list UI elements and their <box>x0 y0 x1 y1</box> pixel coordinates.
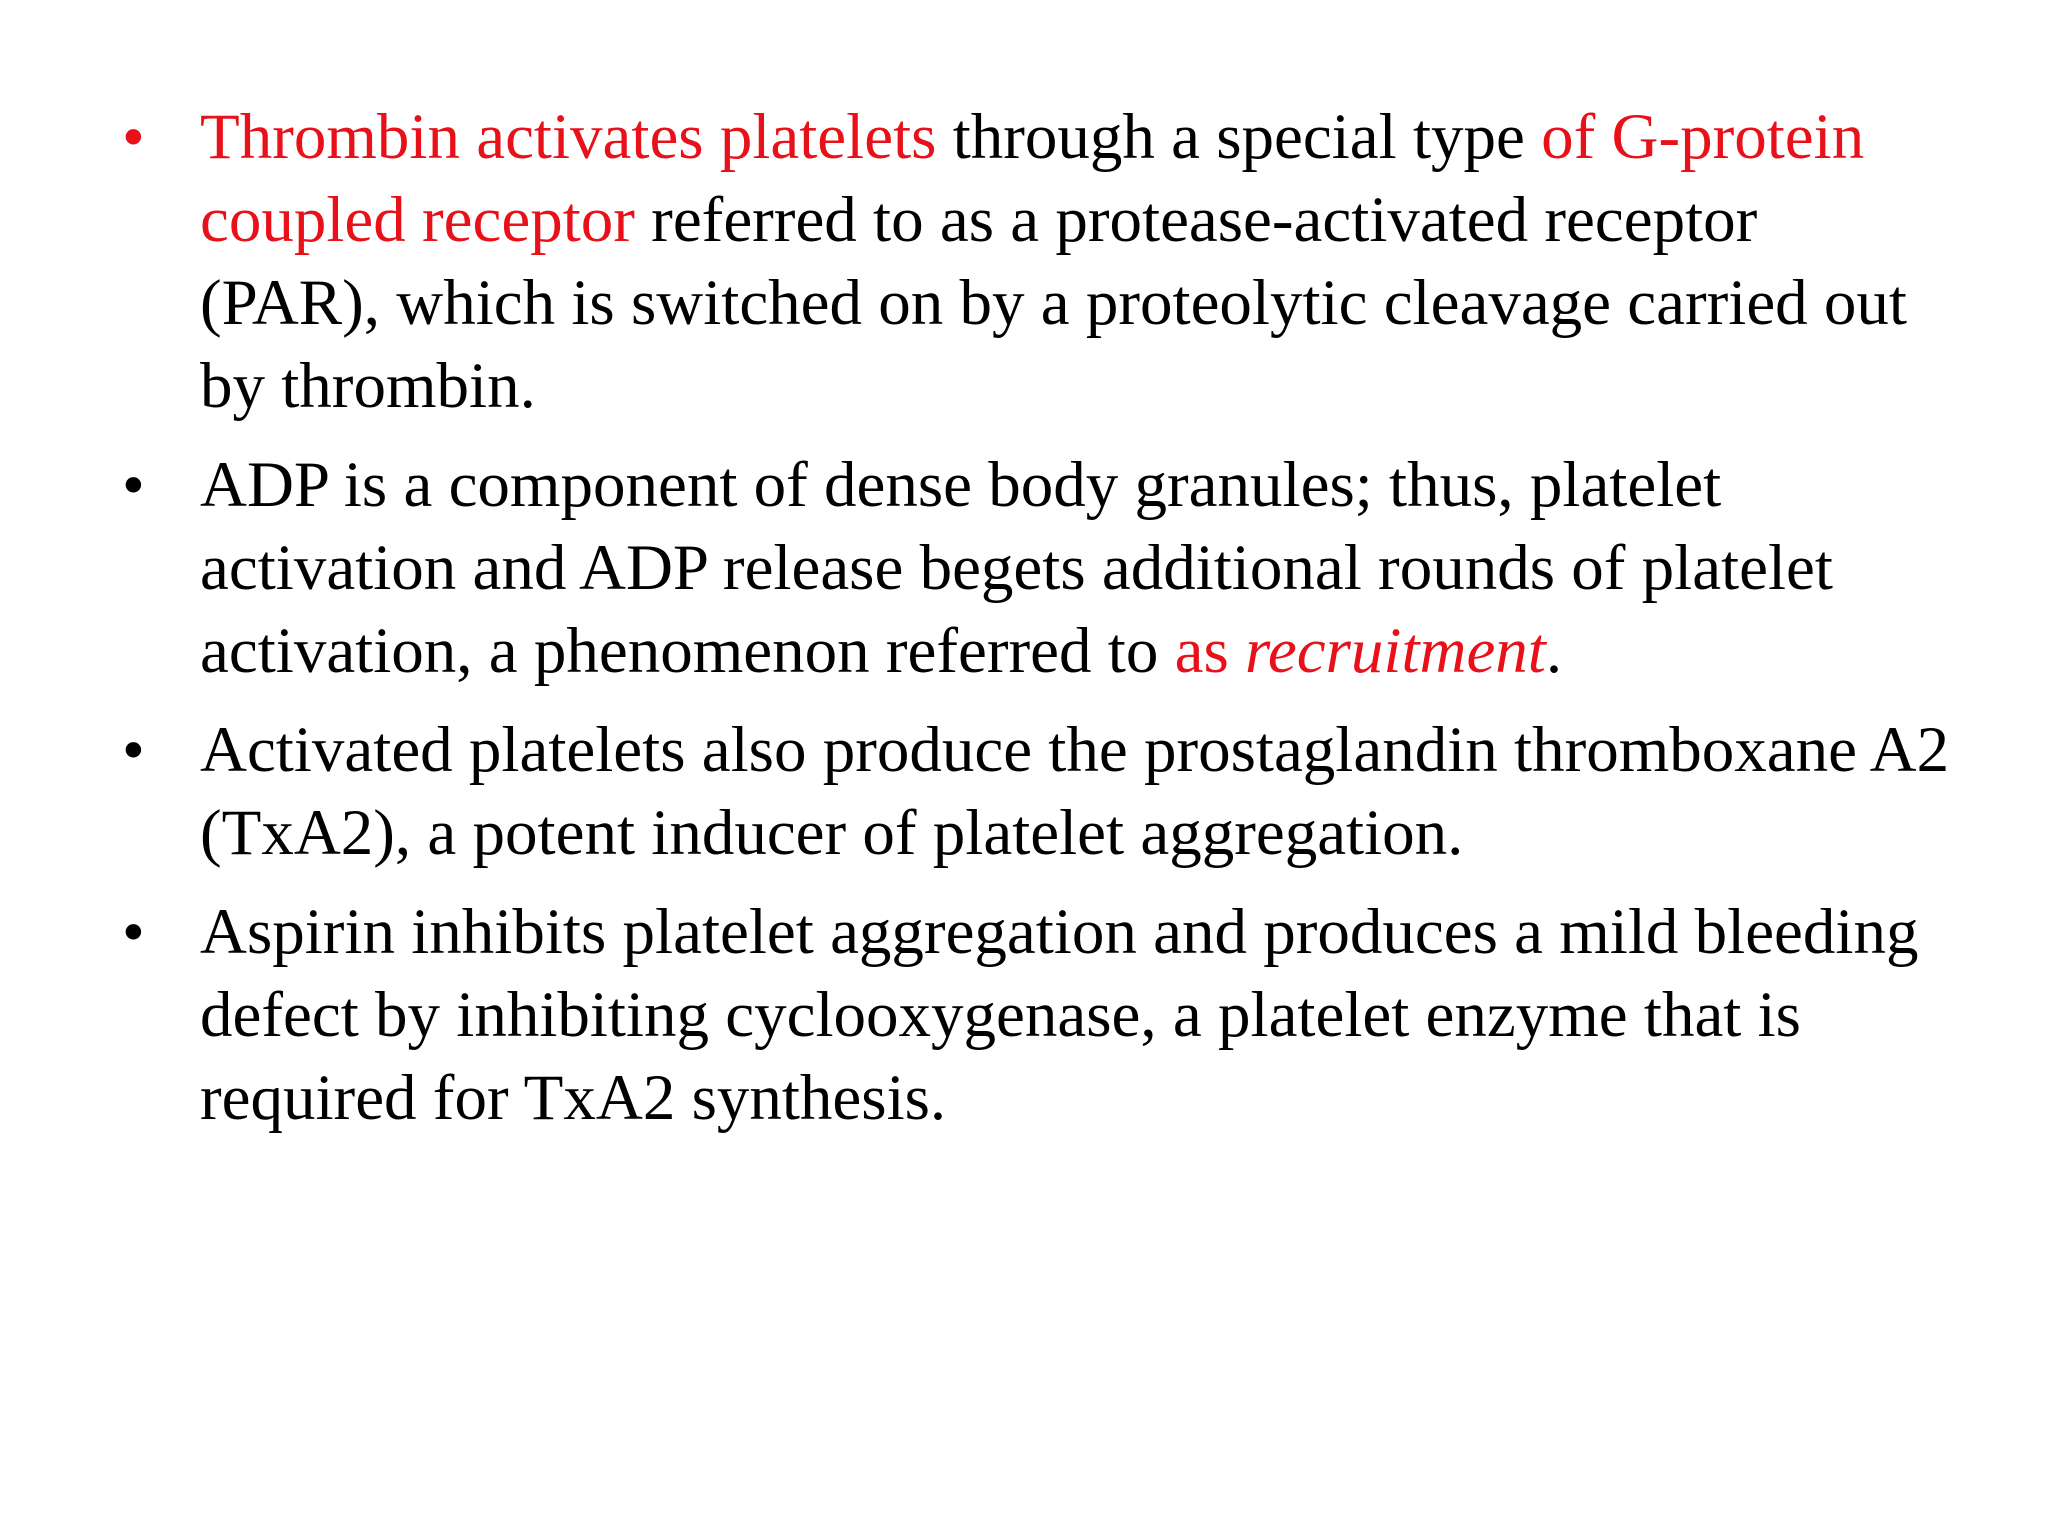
highlight-text: of G-protein coupled receptor <box>200 101 1865 256</box>
bullet-item-3 <box>122 709 1952 875</box>
bullet-marker: • <box>122 714 145 786</box>
bullet-marker: • <box>122 449 145 521</box>
body-text: referred to as a protease-activated receptor (PAR), which is switched on by a proteolytic cleavage carried out by thrombin. <box>200 184 1907 422</box>
bullet-marker: • <box>122 896 145 968</box>
body-text: Activated platelets also produce the prostaglandin thromboxane A2 (TxA2), a potent inducer of platelet aggregation. <box>200 714 1950 869</box>
bullet-text <box>200 709 1952 875</box>
bullet-text <box>200 891 1952 1140</box>
bullet-item-4 <box>122 891 1952 1140</box>
body-text: . <box>1545 615 1563 687</box>
bullet-text <box>200 444 1952 693</box>
highlight-term: recruitment <box>1245 615 1546 687</box>
highlight-text: as <box>1174 615 1245 687</box>
bullet-text <box>200 96 1952 428</box>
bullet-marker: • <box>122 101 145 173</box>
body-text: through a special type <box>936 101 1542 173</box>
body-text: ADP is a component of dense body granules; thus, platelet activation and ADP release begets additional rounds of platelet activation, a phenomenon referred to <box>200 449 1833 687</box>
bullet-item-1 <box>122 96 1952 428</box>
body-text: Aspirin inhibits platelet aggregation and produces a mild bleeding defect by inhibiting cyclooxygenase, a platelet enzyme that is required for TxA2 synthesis. <box>200 896 1919 1134</box>
bullet-item-2 <box>122 444 1952 693</box>
bullet-list <box>122 96 1952 1140</box>
highlight-text: Thrombin activates platelets <box>200 101 937 173</box>
